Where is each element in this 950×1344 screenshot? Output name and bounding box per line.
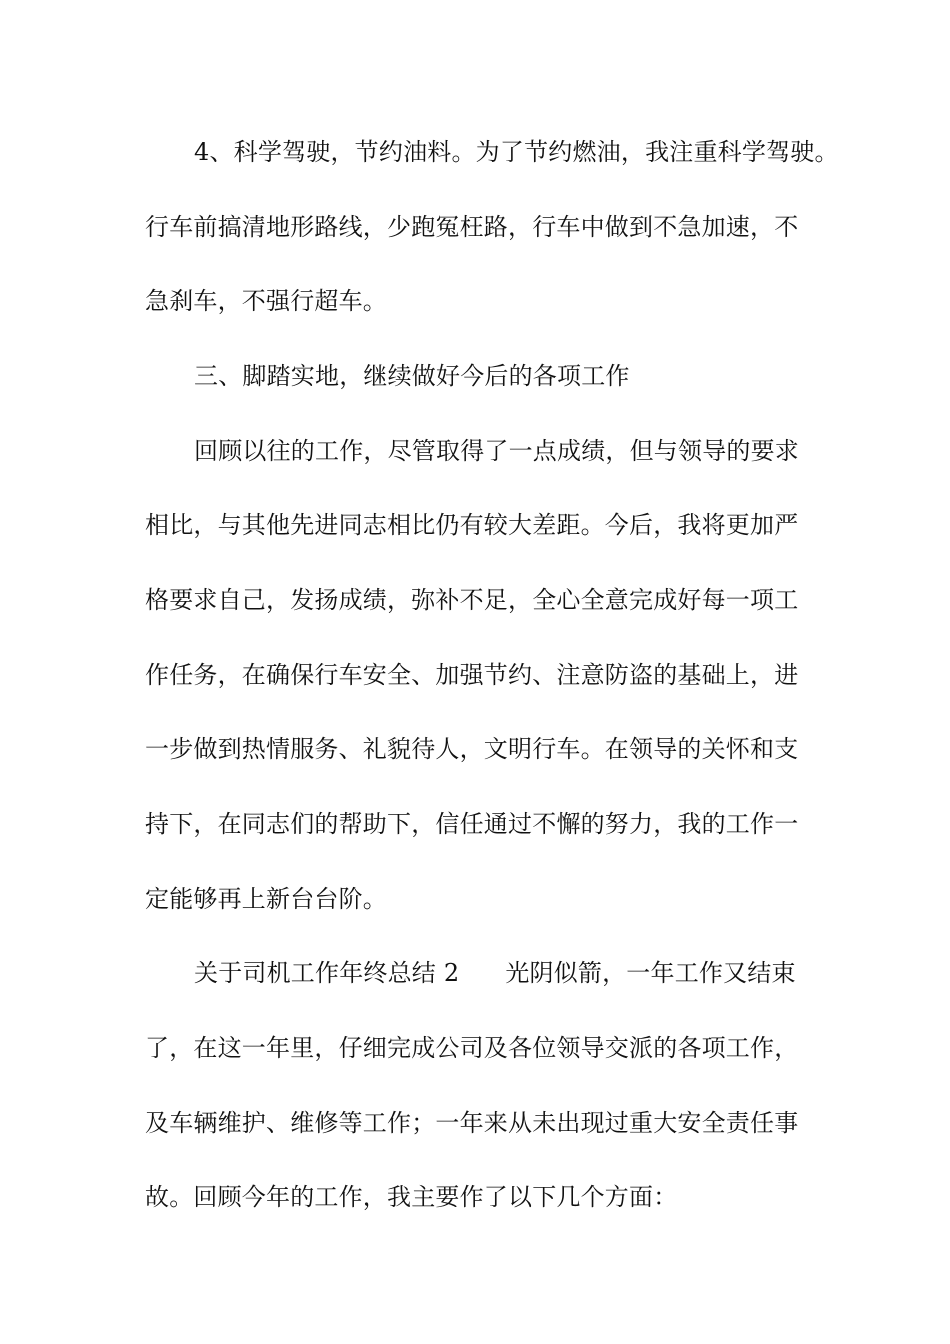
section-heading: 三、脚踏实地，继续做好今后的各项工作	[194, 362, 630, 390]
paragraph-line: 及车辆维护、维修等工作；一年来从未出现过重大安全责任事	[145, 1109, 799, 1137]
paragraph-line: 回顾以往的工作，尽管取得了一点成绩，但与领导的要求	[194, 437, 799, 465]
paragraph-line: 了，在这一年里，仔细完成公司及各位领导交派的各项工作，	[145, 1034, 799, 1062]
section-title-line	[194, 957, 796, 989]
section-title: 关于司机工作年终总结 2	[194, 959, 460, 987]
paragraph-line: 作任务，在确保行车安全、加强节约、注意防盗的基础上，进	[145, 661, 799, 689]
paragraph-line: 持下，在同志们的帮助下，信任通过不懈的努力，我的工作一	[145, 810, 799, 838]
paragraph-line: 定能够再上新台台阶。	[145, 885, 387, 913]
paragraph-line: 格要求自己，发扬成绩，弥补不足，全心全意完成好每一项工	[145, 586, 799, 614]
paragraph-line: 相比，与其他先进同志相比仍有较大差距。今后，我将更加严	[145, 511, 799, 539]
paragraph-line: 一步做到热情服务、礼貌待人，文明行车。在领导的关怀和支	[145, 735, 799, 763]
paragraph-line: 急刹车，不强行超车。	[145, 287, 387, 315]
section-opening-text: 光阴似箭，一年工作又结束	[505, 959, 796, 987]
paragraph-line: 行车前搞清地形路线，少跑冤枉路，行车中做到不急加速，不	[145, 213, 799, 241]
paragraph-line: 故。回顾今年的工作，我主要作了以下几个方面：	[145, 1183, 678, 1211]
paragraph-line: 4、科学驾驶，节约油料。为了节约燃油，我注重科学驾驶。	[194, 138, 839, 166]
